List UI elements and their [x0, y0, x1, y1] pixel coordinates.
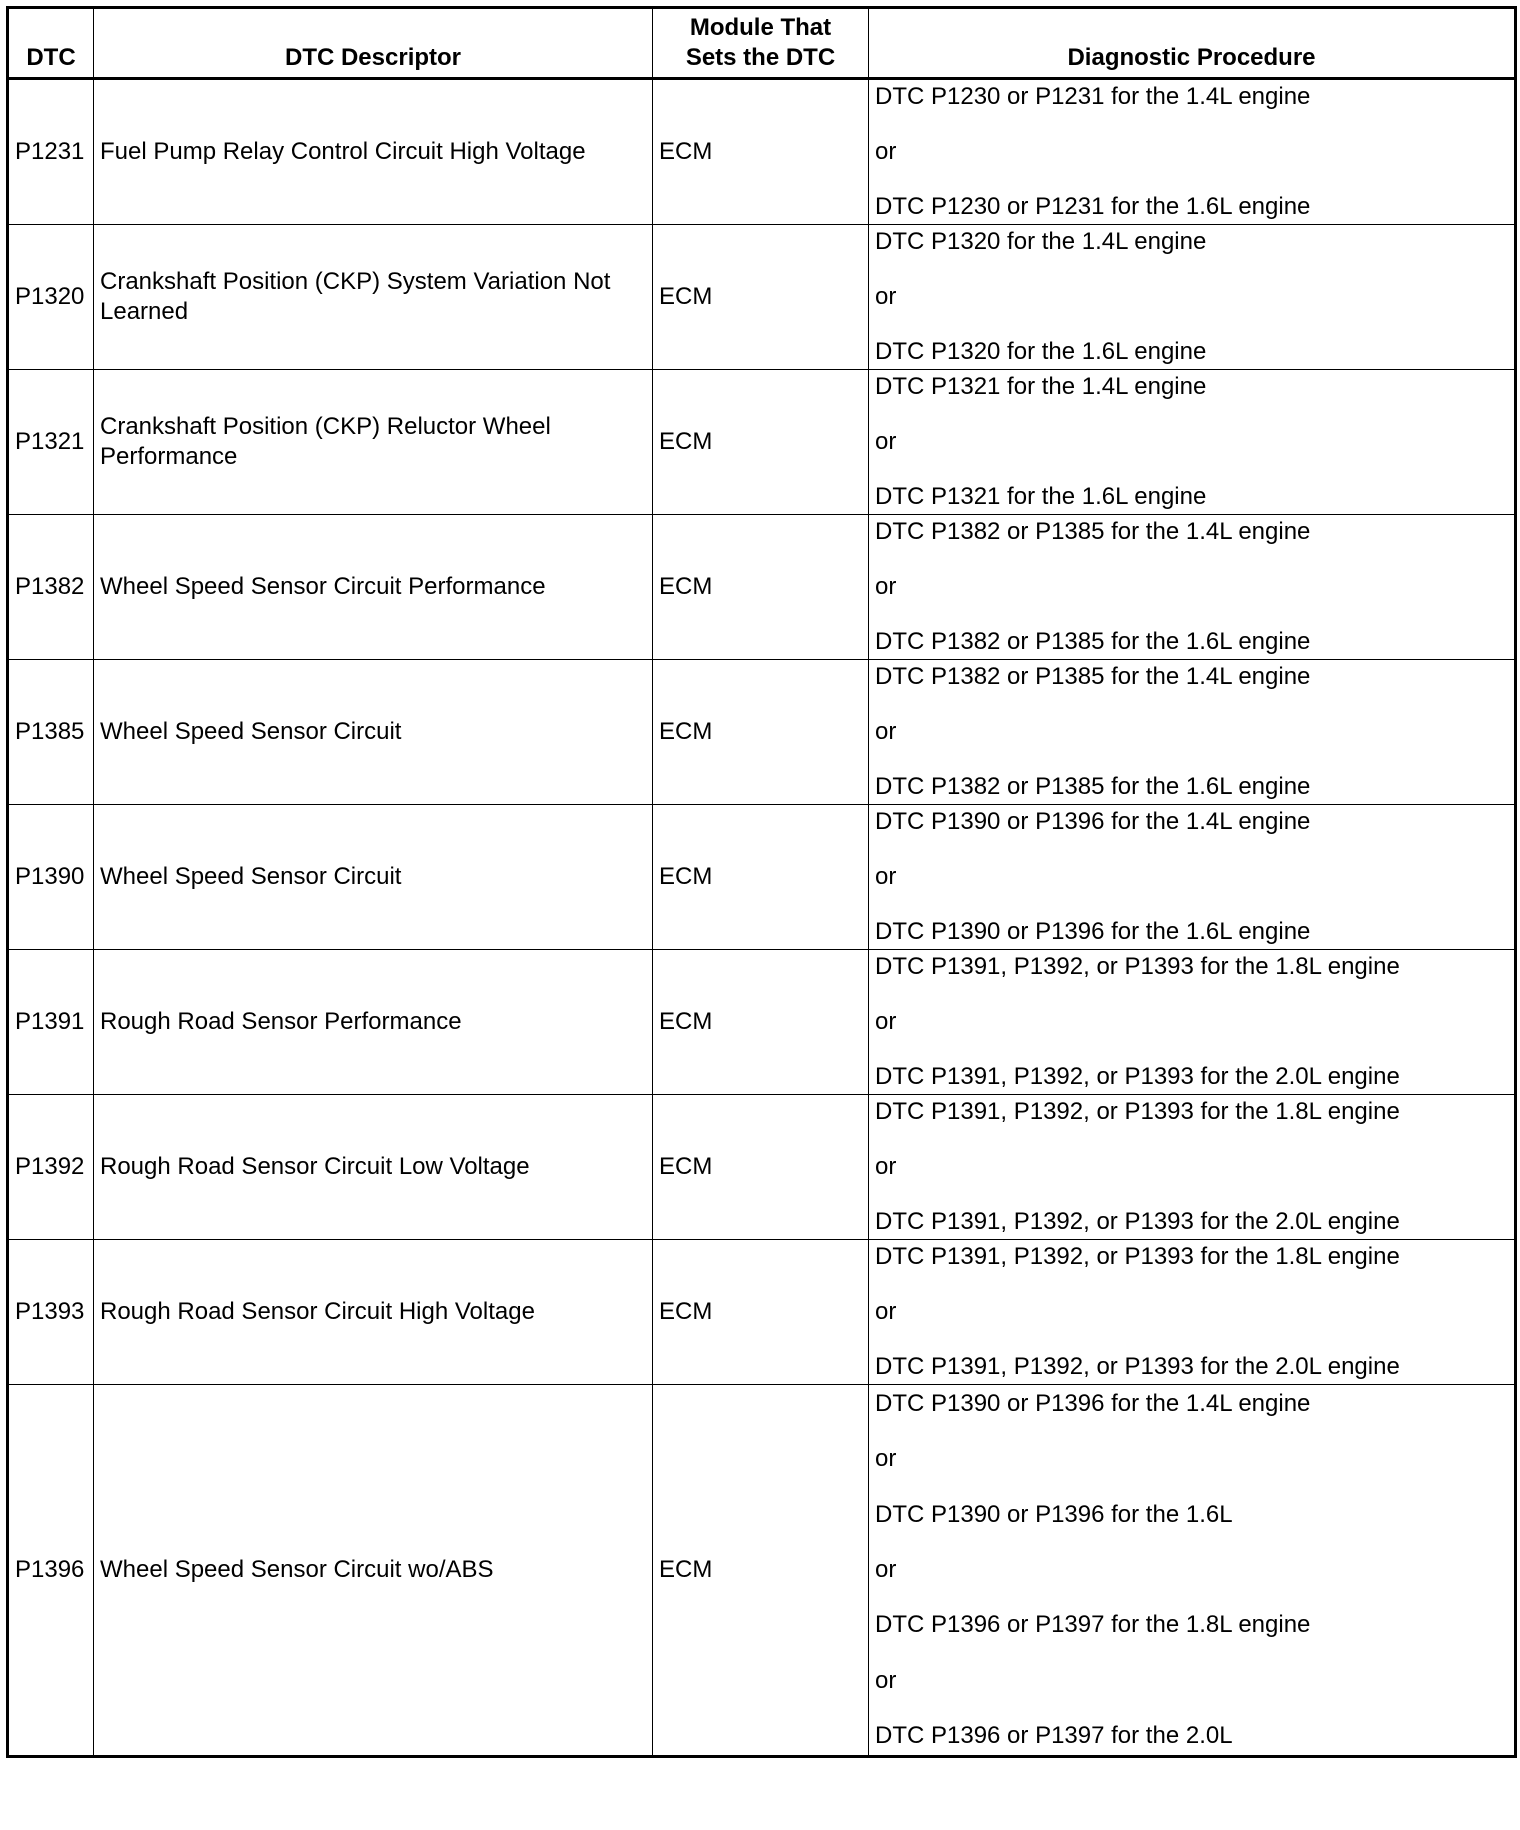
cell-procedure [869, 805, 1516, 950]
cell-descriptor: Crankshaft Position (CKP) System Variation Not Learned [94, 225, 653, 370]
procedure-link[interactable]: DTC P1391, P1392, or P1393 for the 2.0L engine [875, 1063, 1400, 1091]
procedure-or: or [875, 1008, 897, 1035]
cell-module: ECM [653, 1385, 869, 1757]
cell-descriptor: Rough Road Sensor Circuit Low Voltage [94, 1095, 653, 1240]
header-dtc: DTC [8, 8, 94, 79]
procedure-or: or [875, 1298, 897, 1325]
cell-module: ECM [653, 950, 869, 1095]
table-row [8, 515, 1516, 660]
procedure-link[interactable]: DTC P1230 or P1231 for the 1.4L engine [875, 82, 1311, 110]
table-row [8, 225, 1516, 370]
procedure-link[interactable]: DTC P1321 for the 1.6L engine [875, 483, 1207, 511]
header-module-line2: Sets the DTC [685, 44, 836, 71]
procedure-link[interactable]: DTC P1396 or P1397 for the 1.8L engine [875, 1611, 1311, 1639]
cell-module: ECM [653, 1240, 869, 1385]
procedure-link[interactable]: DTC P1390 or P1396 for the 1.4L engine [875, 807, 1311, 835]
table-row [8, 805, 1516, 950]
cell-procedure [869, 79, 1516, 225]
cell-module: ECM [653, 660, 869, 805]
procedure-or: or [875, 718, 897, 745]
procedure-link[interactable]: DTC P1390 or P1396 for the 1.6L [875, 1500, 1233, 1528]
cell-descriptor: Wheel Speed Sensor Circuit [94, 805, 653, 950]
procedure-link[interactable]: DTC P1320 for the 1.4L engine [875, 227, 1207, 255]
header-descriptor: DTC Descriptor [94, 8, 653, 79]
table-row [8, 370, 1516, 515]
cell-dtc-code: P1382 [8, 515, 94, 660]
table-row [8, 660, 1516, 805]
procedure-link[interactable]: DTC P1391, P1392, or P1393 for the 1.8L engine [875, 1097, 1400, 1125]
cell-dtc-code: P1320 [8, 225, 94, 370]
cell-dtc-code: P1385 [8, 660, 94, 805]
cell-dtc-code: P1391 [8, 950, 94, 1095]
cell-procedure [869, 660, 1516, 805]
cell-dtc-code: P1390 [8, 805, 94, 950]
table-row [8, 79, 1516, 225]
procedure-link[interactable]: DTC P1382 or P1385 for the 1.4L engine [875, 517, 1311, 545]
cell-dtc-code: P1396 [8, 1385, 94, 1757]
table-row [8, 1095, 1516, 1240]
cell-module: ECM [653, 79, 869, 225]
header-row [8, 8, 1516, 79]
cell-procedure [869, 370, 1516, 515]
cell-descriptor: Wheel Speed Sensor Circuit [94, 660, 653, 805]
header-procedure: Diagnostic Procedure [869, 8, 1516, 79]
procedure-link[interactable]: DTC P1391, P1392, or P1393 for the 1.8L engine [875, 1242, 1400, 1270]
procedure-or: or [875, 138, 897, 165]
procedure-or: or [875, 428, 897, 455]
procedure-or: or [875, 1445, 897, 1473]
cell-procedure [869, 1385, 1516, 1757]
procedure-link[interactable]: DTC P1391, P1392, or P1393 for the 2.0L engine [875, 1208, 1400, 1236]
procedure-or: or [875, 1556, 897, 1583]
table-row [8, 1240, 1516, 1385]
procedure-link[interactable]: DTC P1390 or P1396 for the 1.4L engine [875, 1389, 1311, 1417]
table-row [8, 1385, 1516, 1757]
procedure-link[interactable]: DTC P1391, P1392, or P1393 for the 2.0L engine [875, 1353, 1400, 1381]
table-header [8, 8, 1516, 79]
procedure-or: or [875, 863, 897, 890]
procedure-link[interactable]: DTC P1391, P1392, or P1393 for the 1.8L engine [875, 952, 1400, 980]
cell-module: ECM [653, 370, 869, 515]
cell-descriptor: Wheel Speed Sensor Circuit Performance [94, 515, 653, 660]
cell-module: ECM [653, 515, 869, 660]
procedure-or: or [875, 1153, 897, 1180]
procedure-link[interactable]: DTC P1396 or P1397 for the 2.0L [875, 1722, 1233, 1750]
cell-module: ECM [653, 1095, 869, 1240]
cell-descriptor: Rough Road Sensor Performance [94, 950, 653, 1095]
table-row [8, 950, 1516, 1095]
procedure-or: or [875, 573, 897, 600]
procedure-link[interactable]: DTC P1230 or P1231 for the 1.6L engine [875, 193, 1311, 221]
cell-dtc-code: P1392 [8, 1095, 94, 1240]
cell-procedure [869, 515, 1516, 660]
header-module-line1: Module That [689, 14, 832, 41]
cell-module: ECM [653, 805, 869, 950]
cell-descriptor: Wheel Speed Sensor Circuit wo/ABS [94, 1385, 653, 1757]
cell-dtc-code: P1321 [8, 370, 94, 515]
procedure-link[interactable]: DTC P1382 or P1385 for the 1.6L engine [875, 628, 1311, 656]
cell-procedure [869, 1240, 1516, 1385]
cell-procedure [869, 950, 1516, 1095]
cell-descriptor: Fuel Pump Relay Control Circuit High Voltage [94, 79, 653, 225]
procedure-link[interactable]: DTC P1321 for the 1.4L engine [875, 372, 1207, 400]
table-body [8, 79, 1516, 1757]
cell-descriptor: Crankshaft Position (CKP) Reluctor Wheel Performance [94, 370, 653, 515]
cell-dtc-code: P1393 [8, 1240, 94, 1385]
cell-module: ECM [653, 225, 869, 370]
cell-dtc-code: P1231 [8, 79, 94, 225]
procedure-or: or [875, 283, 897, 310]
cell-descriptor: Rough Road Sensor Circuit High Voltage [94, 1240, 653, 1385]
header-module [653, 8, 869, 79]
cell-procedure [869, 1095, 1516, 1240]
procedure-link[interactable]: DTC P1320 for the 1.6L engine [875, 338, 1207, 366]
dtc-table [6, 6, 1517, 1758]
procedure-link[interactable]: DTC P1382 or P1385 for the 1.4L engine [875, 662, 1311, 690]
procedure-or: or [875, 1666, 897, 1694]
cell-procedure [869, 225, 1516, 370]
procedure-link[interactable]: DTC P1390 or P1396 for the 1.6L engine [875, 918, 1311, 946]
procedure-link[interactable]: DTC P1382 or P1385 for the 1.6L engine [875, 773, 1311, 801]
